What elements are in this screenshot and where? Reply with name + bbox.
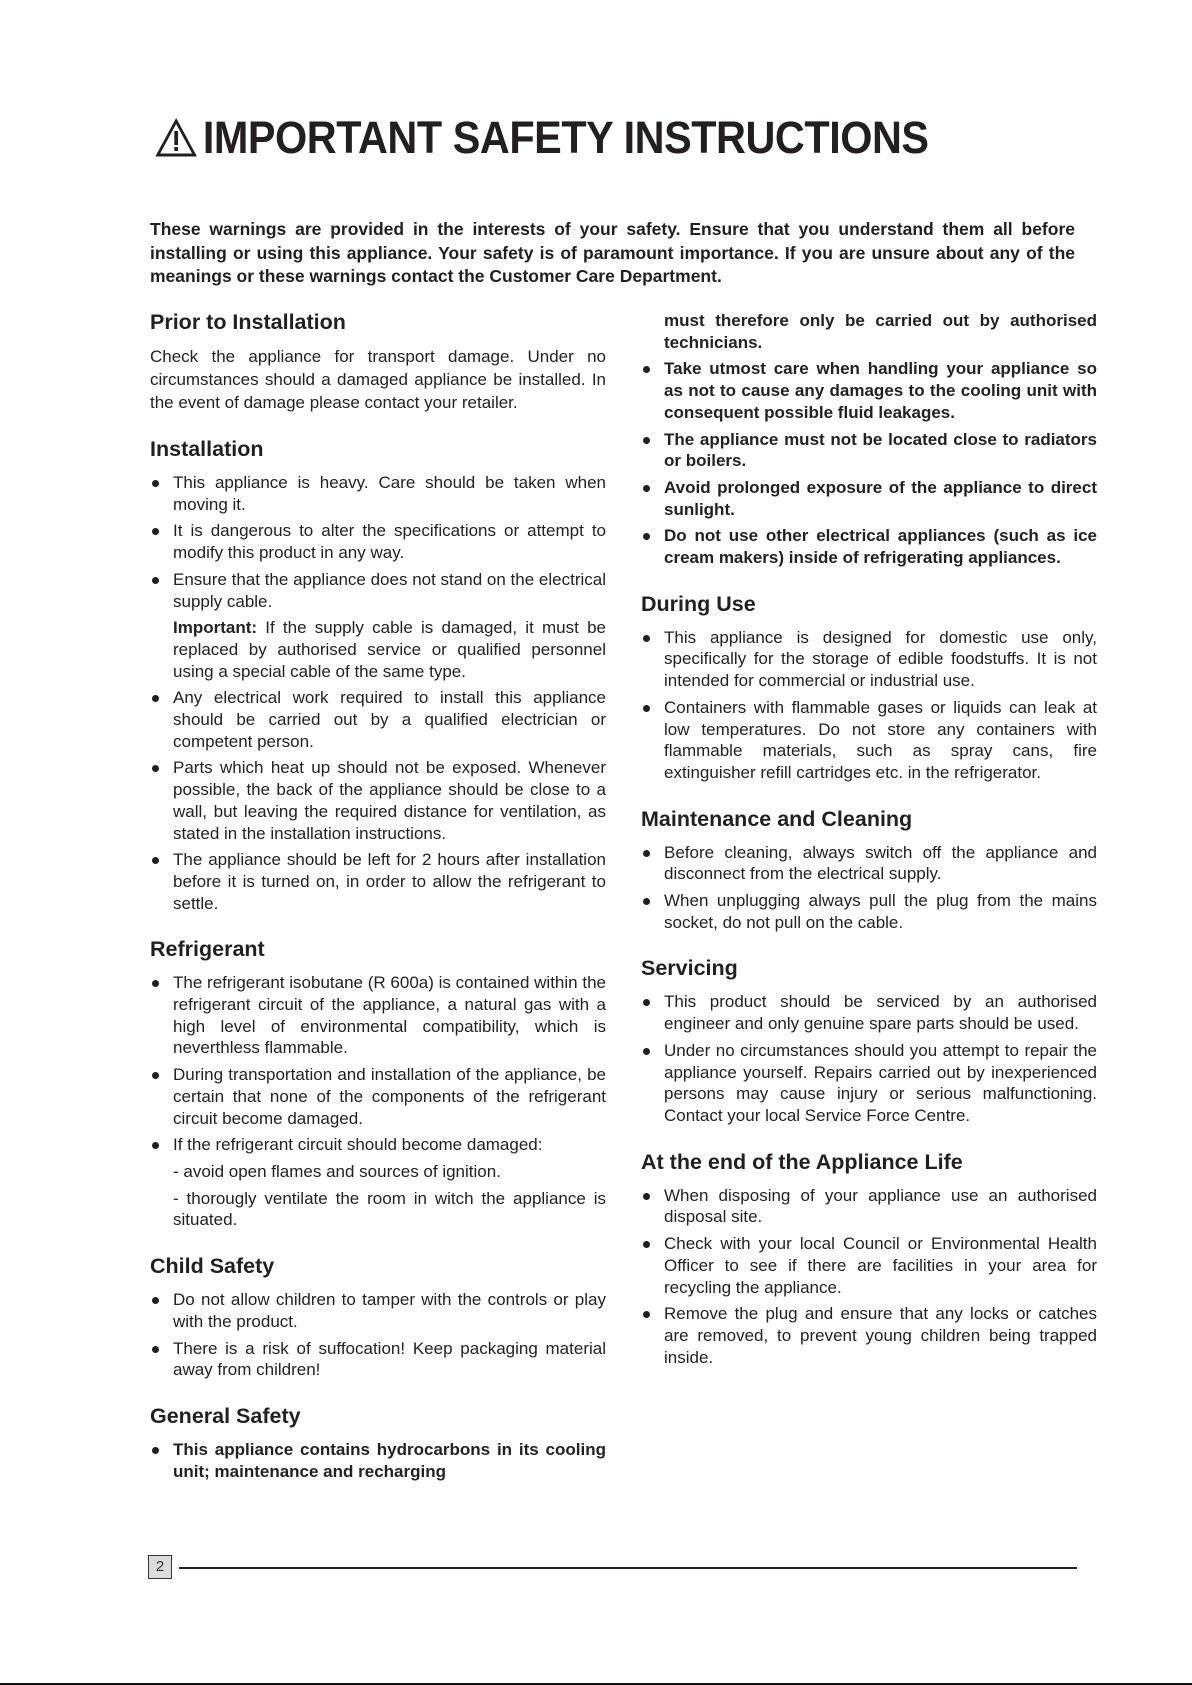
section-maintenance-cleaning — [641, 806, 1097, 934]
page-title — [155, 112, 929, 164]
bullet-list — [150, 472, 606, 612]
list-item: It is dangerous to alter the specifications or attempt to modify this product in any way. — [150, 520, 606, 563]
warning-triangle-icon — [155, 118, 197, 158]
list-item: Remove the plug and ensure that any locks or catches are removed, to prevent young children being trapped inside. — [641, 1303, 1097, 1368]
section-child-safety — [150, 1253, 606, 1381]
section-heading: Child Safety — [150, 1254, 275, 1279]
section-text: Check the appliance for transport damage. Under no circumstances should a damaged appliance be installed. In the event of damage please contact your retailer. — [150, 347, 606, 412]
list-item: If the refrigerant circuit should become damaged: — [150, 1134, 606, 1156]
bullet-icon — [643, 485, 650, 492]
important-note: Important: If the supply cable is damaged, it must be replaced by authorised service or qualified personnel using a special cable of the same type. — [173, 618, 606, 681]
section-general-safety-continued — [641, 310, 1097, 569]
section-installation — [150, 436, 606, 914]
section-refrigerant — [150, 936, 606, 1231]
bullet-icon — [152, 577, 159, 584]
section-heading: Prior to Installation — [150, 310, 346, 334]
bullet-list — [641, 1185, 1097, 1369]
list-item: The appliance should be left for 2 hours after installation before it is turned on, in order to allow the refrigerant to settle. — [150, 849, 606, 914]
bullet-list — [641, 358, 1097, 568]
continued-text: must therefore only be carried out by authorised technicians. — [664, 311, 1097, 352]
section-heading: Installation — [150, 437, 264, 461]
bullet-icon — [643, 366, 650, 373]
bullet-icon — [152, 1346, 159, 1353]
list-item: Ensure that the appliance does not stand on the electrical supply cable. — [150, 569, 606, 612]
list-item: Parts which heat up should not be exposed. Whenever possible, the back of the appliance should be close to a wall, but leaving the required distance for ventilation, as stated in the installation instructions. — [150, 757, 606, 844]
bullet-icon — [643, 898, 650, 905]
bullet-list — [150, 972, 606, 1156]
list-item: Containers with flammable gases or liquids can leak at low temperatures. Do not store any containers with flammable materials, such as spray cans, fire extinguisher refill cartridges etc. in the refrigerator. — [641, 697, 1097, 784]
bullet-icon — [643, 1311, 650, 1318]
list-item: When unplugging always pull the plug from the mains socket, do not pull on the cable. — [641, 890, 1097, 933]
sub-item: - avoid open flames and sources of ignition. — [173, 1161, 501, 1181]
bullet-list — [641, 627, 1097, 784]
list-item: Take utmost care when handling your appliance so as not to cause any damages to the cooling unit with consequent possible fluid leakages. — [641, 358, 1097, 423]
bullet-icon — [152, 1142, 159, 1149]
list-item: The appliance must not be located close to radiators or boilers. — [641, 429, 1097, 472]
section-heading: At the end of the Appliance Life — [641, 1149, 963, 1174]
list-item: The refrigerant isobutane (R 600a) is contained within the refrigerant circuit of the appliance, a natural gas with a high level of environmental compatibility, which is neverthless flammable. — [150, 972, 606, 1059]
right-column — [641, 310, 1097, 1390]
bullet-icon — [152, 1297, 159, 1304]
section-servicing — [641, 955, 1097, 1126]
list-item: There is a risk of suffocation! Keep packaging material away from children! — [150, 1338, 606, 1381]
section-end-of-life — [641, 1149, 1097, 1369]
list-item: Do not use other electrical appliances (such as ice cream makers) inside of refrigerating appliances. — [641, 525, 1097, 568]
section-prior-to-installation — [150, 309, 606, 414]
list-item: Check with your local Council or Environmental Health Officer to see if there are facilities in your area for recycling the appliance. — [641, 1233, 1097, 1298]
section-heading: During Use — [641, 591, 756, 616]
bullet-icon — [152, 1072, 159, 1079]
section-heading: General Safety — [150, 1403, 301, 1428]
footer-rule — [179, 1567, 1077, 1569]
bullet-icon — [643, 635, 650, 642]
bullet-icon — [643, 1048, 650, 1055]
list-item: Any electrical work required to install this appliance should be carried out by a qualified electrician or competent person. — [150, 687, 606, 752]
bullet-icon — [643, 437, 650, 444]
bullet-icon — [152, 695, 159, 702]
list-item: Do not allow children to tamper with the controls or play with the product. — [150, 1289, 606, 1332]
list-item: Under no circumstances should you attempt to repair the appliance yourself. Repairs carried out by inexperienced persons may cause injury or serious malfunctioning. Contact your local Service Force Centre. — [641, 1040, 1097, 1127]
list-item: This product should be serviced by an authorised engineer and only genuine spare parts should be used. — [641, 991, 1097, 1034]
page-title-text: IMPORTANT SAFETY INSTRUCTIONS — [202, 112, 929, 163]
bullet-icon — [643, 999, 650, 1006]
bullet-icon — [152, 857, 159, 864]
bullet-icon — [643, 1193, 650, 1200]
list-item: Avoid prolonged exposure of the appliance to direct sunlight. — [641, 477, 1097, 520]
page-number: 2 — [148, 1555, 172, 1579]
bullet-icon — [152, 980, 159, 987]
bullet-list — [641, 842, 1097, 934]
bullet-icon — [643, 1241, 650, 1248]
list-item: During transportation and installation of the appliance, be certain that none of the components of the refrigerant circuit become damaged. — [150, 1064, 606, 1129]
section-general-safety — [150, 1403, 606, 1482]
section-heading: Maintenance and Cleaning — [641, 806, 913, 831]
list-item: Before cleaning, always switch off the appliance and disconnect from the electrical supply. — [641, 842, 1097, 885]
left-column — [150, 309, 606, 1504]
bullet-list — [150, 687, 606, 914]
bullet-icon — [152, 1447, 159, 1454]
bullet-icon — [152, 765, 159, 772]
bullet-list — [641, 991, 1097, 1126]
list-item: This appliance contains hydrocarbons in its cooling unit; maintenance and recharging — [150, 1439, 606, 1482]
list-item: When disposing of your appliance use an authorised disposal site. — [641, 1185, 1097, 1228]
section-heading: Refrigerant — [150, 937, 265, 962]
bullet-list — [150, 1289, 606, 1381]
important-label: Important: — [173, 618, 258, 638]
bullet-list — [150, 1439, 606, 1482]
sub-item: - thorougly ventilate the room in witch the appliance is situated. — [173, 1188, 606, 1230]
section-heading: Servicing — [641, 956, 738, 981]
bullet-icon — [152, 528, 159, 535]
bullet-icon — [643, 533, 650, 540]
bullet-icon — [643, 850, 650, 857]
list-item: This appliance is designed for domestic use only, specifically for the storage of edible foodstuffs. It is not intended for commercial or industrial use. — [641, 627, 1097, 692]
section-during-use — [641, 591, 1097, 784]
list-item: This appliance is heavy. Care should be taken when moving it. — [150, 472, 606, 515]
intro-warning: These warnings are provided in the interests of your safety. Ensure that you understand them all before installing or using this appliance. Your safety is of paramount importance. If you are unsure about any of the meanings or these warnings contact the Customer Care Department. — [150, 219, 1075, 286]
bullet-icon — [643, 705, 650, 712]
bullet-icon — [152, 480, 159, 487]
